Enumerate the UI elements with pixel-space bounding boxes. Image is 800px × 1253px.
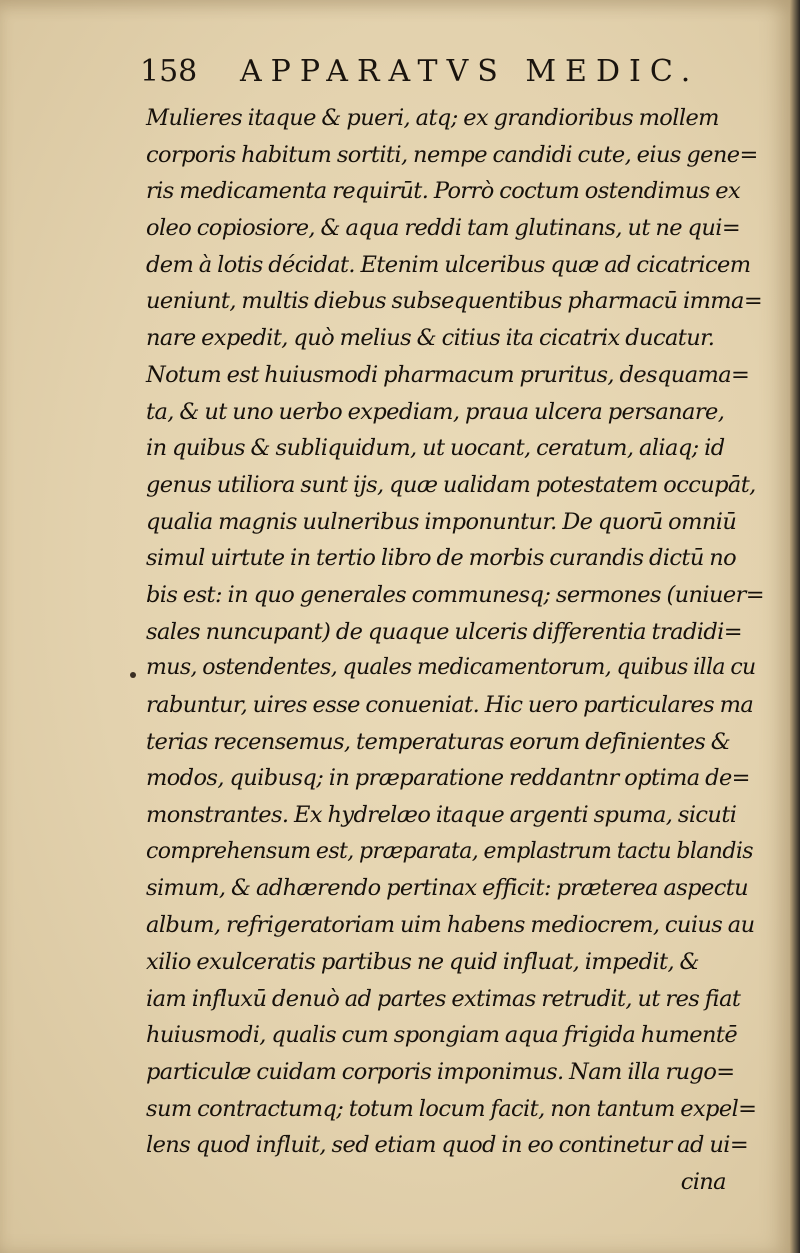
text-line: ris medicamenta requirūt. Porrò coctum ostendimus ex [146,178,741,205]
text-line: sales nuncupant) de quaque ulceris differentia tradidi= [146,618,743,645]
running-head: APPARATVS MEDIC. [240,54,700,89]
text-line: in quibus & subliquidum, ut uocant, ceratum, aliaq; id [146,435,725,462]
text-line: rabuntur, uires esse conueniat. Hic uero particulares ma [146,692,754,718]
text-line: particulæ cuidam corporis imponimus. Nam illa rugo= [146,1058,735,1085]
text-line: xilio exulceratis partibus ne quid influat, impedit, & [146,948,699,975]
text-line: ueniunt, multis diebus subsequentibus pharmacū imma= [146,288,763,315]
text-line: iam influxū denuò ad partes extimas retrudit, ut res fiat [146,985,741,1012]
text-line: ta, & ut uno uerbo expediam, praua ulcera persanare, [146,398,725,425]
text-line: dem à lotis décidat. Etenim ulceribus quæ ad cicatricem [146,251,751,278]
text-line: modos, quibusq; in præparatione reddantnr optima de= [146,765,750,792]
text-line: genus utiliora sunt ijs, quæ ualidam potestatem occupāt, [146,471,756,498]
body-text [146,100,766,1201]
text-line: huiusmodi, qualis cum spongiam aqua frigida humentē [146,1022,738,1049]
text-line: corporis habitum sortiti, nempe candidi cute, eius gene= [146,141,758,168]
text-line: comprehensum est, præparata, emplastrum tactu blandis [146,838,753,864]
catchword: cina [680,1168,726,1195]
page-edge [790,0,800,1253]
text-line: qualia magnis uulneribus imponuntur. De quorū omniū [146,508,737,535]
text-line: terias recensemus, temperaturas eorum definientes & [146,728,731,755]
text-line: monstrantes. Ex hydrelæo itaque argenti spuma, sicuti [146,802,737,829]
text-line: nare expedit, quò melius & citius ita cicatrix ducatur. [146,325,715,352]
page-header [140,50,700,94]
text-line: bis est: in quo generales communesq; sermones (uniuer= [146,581,765,608]
text-line: Notum est huiusmodi pharmacum pruritus, desquama= [146,361,750,388]
text-line: simum, & adhærendo pertinax efficit: præterea aspectu [146,875,749,902]
text-line: mus, ostendentes, quales medicamentorum, quibus illa cu [146,655,756,681]
text-line: sum contractumq; totum locum facit, non tantum expel= [146,1095,757,1122]
text-line: lens quod influit, sed etiam quod in eo continetur ad ui= [146,1132,749,1159]
text-line: Mulieres itaque & pueri, atq; ex grandioribus mollem [146,105,719,131]
text-line: album, refrigeratoriam uim habens mediocrem, cuius au [146,912,755,939]
text-line: oleo copiosiore, & aqua reddi tam glutinans, ut ne qui= [146,215,741,242]
text-line: simul uirtute in tertio libro de morbis curandis dictū no [146,545,737,572]
page-number: 158 [140,54,198,89]
margin-ink-mark [130,672,136,678]
